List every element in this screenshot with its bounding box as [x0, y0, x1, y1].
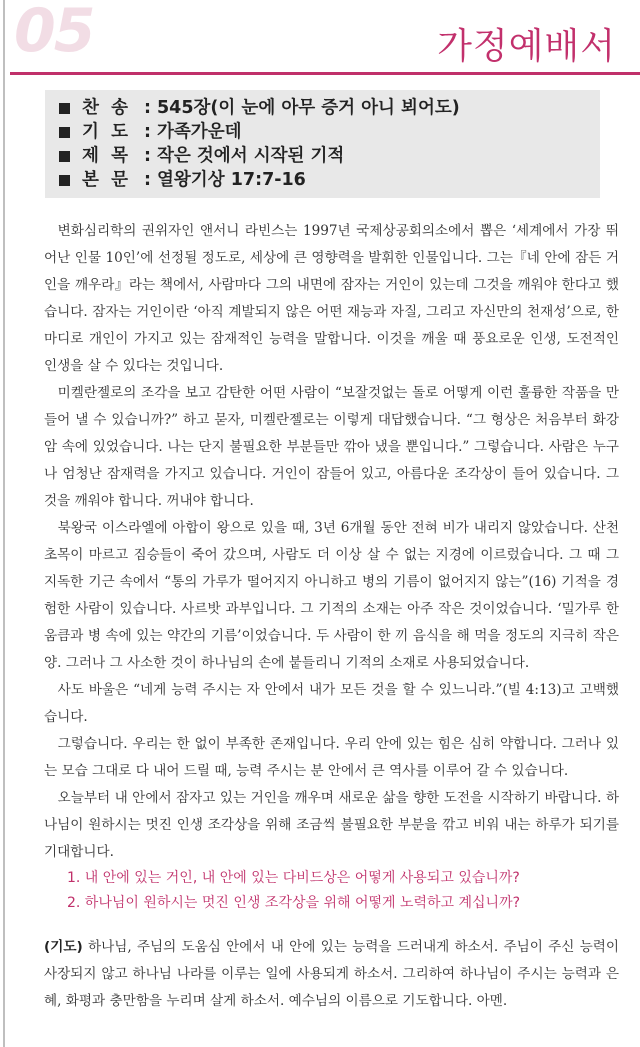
question-item: 1. 내 안에 있는 거인, 내 안에 있는 다비드상은 어떻게 사용되고 있습니까?	[67, 870, 520, 886]
info-value: 545장(이 눈에 아무 증거 아니 뵈어도)	[157, 98, 460, 118]
info-row-title: 제 목 : 작은 것에서 시작된 기적	[59, 144, 600, 168]
info-label: 본 문	[82, 170, 128, 190]
reflection-questions	[67, 866, 627, 916]
prayer-label: (기도)	[44, 939, 83, 955]
prayer-text: 하나님, 주님의 도움심 안에서 내 안에 있는 능력을 드러내게 하소서. 주님이 주신 능력이 사장되지 않고 하나님 나라를 이루는 일에 사용되게 하소서. 그리하여 하나님이 주시는 능력과 은혜, 화평과 충만함을 누리며 살게 하소서. 예수님의 이름으로 기도합니다. 아멘.	[44, 939, 619, 1009]
square-bullet-icon	[59, 151, 70, 162]
header-divider	[10, 72, 640, 75]
page-number: 05	[14, 0, 94, 66]
info-value: 작은 것에서 시작된 기적	[157, 146, 345, 166]
info-row-prayer: 기 도 : 가족가운데	[59, 120, 600, 144]
body-paragraph: 그렇습니다. 우리는 한 없이 부족한 존재입니다. 우리 안에 있는 힘은 심히 약합니다. 그러나 있는 모습 그대로 다 내어 드릴 때, 능력 주시는 분 안에서 큰 역사를 이루어 갈 수 있습니다.	[44, 736, 619, 779]
info-label: 기 도	[82, 122, 128, 142]
square-bullet-icon	[59, 103, 70, 114]
page-header	[0, 0, 640, 76]
worship-info-box	[45, 90, 600, 198]
body-paragraph: 사도 바울은 “네게 능력 주시는 자 안에서 내가 모든 것을 할 수 있느니라.”(빌 4:13)고 고백했습니다.	[44, 682, 619, 725]
info-value: 열왕기상 17:7-16	[157, 170, 306, 190]
info-label: 제 목	[82, 146, 128, 166]
question-item: 2. 하나님이 원하시는 멋진 인생 조각상을 위해 어떻게 노력하고 계십니까?	[67, 895, 521, 911]
info-label: 찬 송	[82, 98, 128, 118]
square-bullet-icon	[59, 127, 70, 138]
section-title: 가정예배서	[437, 26, 616, 67]
body-paragraph: 변화심리학의 권위자인 앤서니 라빈스는 1997년 국제상공회의소에서 뽑은 ‘세계에서 가장 뛰어난 인물 10인’에 선정될 정도로, 세상에 큰 영향력을 발휘한 인물입니다. 그는『네 안에 잠든 거인을 깨우라』라는 책에서, 사람마다 그의 내면에 잠자는 거인이 있는데 그것을 깨워야 한다고 했습니다. 잠자는 거인이란 ‘아직 계발되지 않은 어떤 재능과 자질, 그리고 자신만의 천재성’으로, 한마디로 개인이 가지고 있는 잠재적인 능력을 말합니다. 이것을 깨울 때 풍요로운 인생, 도전적인 인생을 살 수 있다는 것입니다.	[44, 223, 619, 374]
closing-prayer	[44, 934, 619, 1015]
body-paragraph: 북왕국 이스라엘에 아합이 왕으로 있을 때, 3년 6개월 동안 전혀 비가 내리지 않았습니다. 산천초목이 마르고 짐승들이 죽어 갔으며, 사람도 더 이상 살 수 없는 지경에 이르렀습니다. 그 때 그 지독한 기근 속에서 “통의 가루가 떨어지지 아니하고 병의 기름이 없어지지 않는”(16) 기적을 경험한 사람이 있습니다. 사르밧 과부입니다. 그 기적의 소재는 아주 작은 것이었습니다. ‘밀가루 한 움큼과 병 속에 있는 약간의 기름’이었습니다. 두 사람이 한 끼 음식을 해 먹을 정도의 지극히 작은 양. 그러나 그 사소한 것이 하나님의 손에 붙들리니 기적의 소재로 사용되었습니다.	[44, 520, 619, 671]
sermon-body	[44, 218, 619, 866]
info-row-hymn: 찬 송 : 545장(이 눈에 아무 증거 아니 뵈어도)	[59, 96, 600, 120]
info-row-scripture: 본 문 : 열왕기상 17:7-16	[59, 168, 600, 192]
body-paragraph: 미켈란젤로의 조각을 보고 감탄한 어떤 사람이 “보잘것없는 돌로 어떻게 이런 훌륭한 작품을 만들어 낼 수 있습니까?” 하고 묻자, 미켈란젤로는 이렇게 대답했습니다. “그 형상은 처음부터 화강암 속에 있었습니다. 나는 단지 불필요한 부분들만 깎아 냈을 뿐입니다.” 그렇습니다. 사람은 누구나 엄청난 잠재력을 가지고 있습니다. 거인이 잠들어 있고, 아름다운 조각상이 들어 있습니다. 그것을 깨워야 합니다. 꺼내야 합니다.	[44, 385, 619, 509]
info-value: 가족가운데	[157, 122, 242, 142]
body-paragraph: 오늘부터 내 안에서 잠자고 있는 거인을 깨우며 새로운 삶을 향한 도전을 시작하기 바랍니다. 하나님이 원하시는 멋진 인생 조각상을 위해 조금씩 불필요한 부분을 깎고 비워 내는 하루가 되기를 기대합니다.	[44, 790, 619, 860]
left-margin-rule	[3, 0, 5, 1047]
square-bullet-icon	[59, 175, 70, 186]
